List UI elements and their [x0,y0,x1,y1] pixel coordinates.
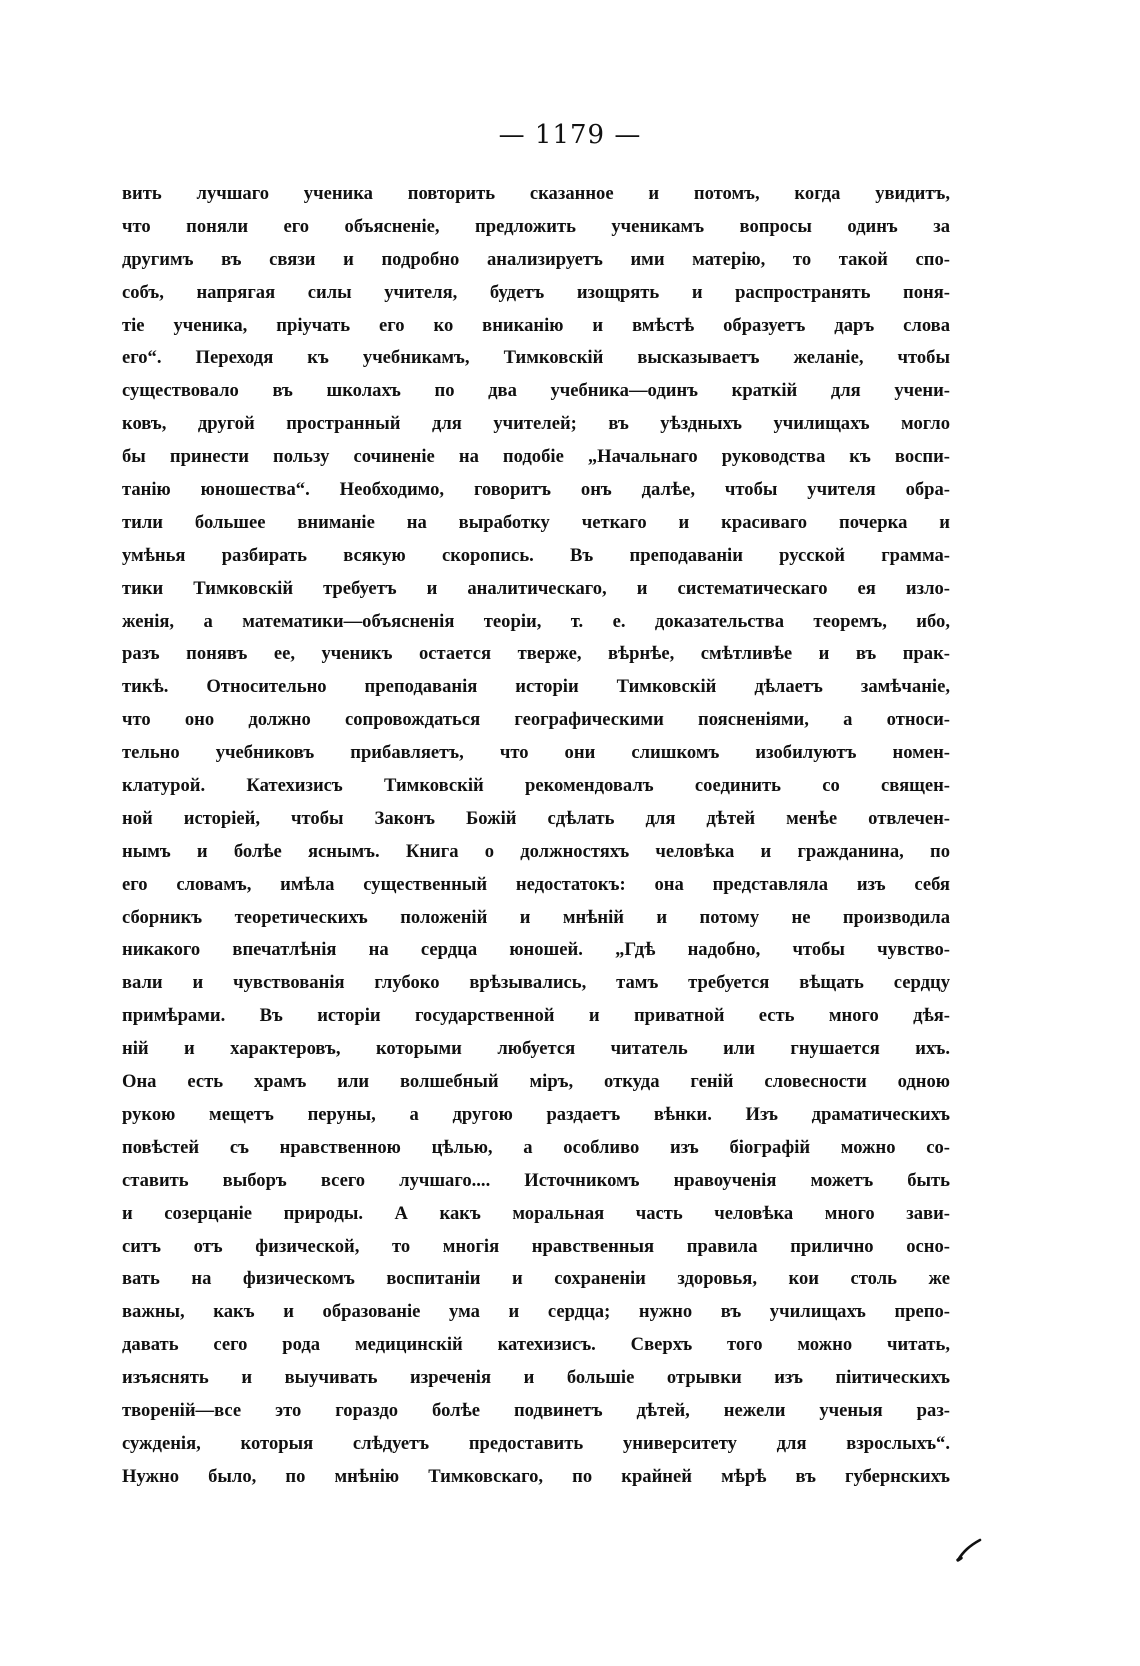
text-line: и созерцаніе природы. А какъ моральная часть человѣка много зави- [122,1202,950,1224]
text-line: ситъ отъ физической, то многія нравственныя правила прилично осно- [122,1235,950,1257]
pen-stroke-mark [955,1536,983,1564]
text-line: ковъ, другой пространный для учителей; въ уѣздныхъ училищахъ могло [122,413,950,435]
text-line: вать на физическомъ воспитаніи и сохраненіи здоровья, кои столь же [122,1268,950,1290]
text-line: что поняли его объясненіе, предложить ученикамъ вопросы одинъ за [122,215,950,237]
text-line: ной исторіей, чтобы Законъ Божій сдѣлать для дѣтей менѣе отвлечен- [122,807,950,829]
page-number: — 1179 — [498,120,642,150]
text-line: его словамъ, имѣла существенный недостатокъ: она представляла изъ себя [122,873,950,895]
text-line: Нужно было, по мнѣнію Тимковскаго, по крайней мѣрѣ въ губернскихъ [122,1465,950,1487]
text-line: ставить выборъ всего лучшаго.... Источникомъ нравоученія можетъ быть [122,1169,950,1191]
text-line: важны, какъ и образованіе ума и сердца; нужно въ училищахъ препо- [122,1301,950,1323]
text-line: тили большее вниманіе на выработку четкаго и красиваго почерка и [122,511,950,533]
text-line: тельно учебниковъ прибавляетъ, что они слишкомъ изобилуютъ номен- [122,742,950,764]
text-line: тикѣ. Относительно преподаванія исторіи Тимковскій дѣлаетъ замѣчаніе, [122,676,950,698]
text-line: танію юношества“. Необходимо, говоритъ онъ далѣе, чтобы учителя обра- [122,479,950,501]
body-text [122,178,950,1494]
text-line: рукою мещетъ перуны, а другою раздаетъ вѣнки. Изъ драматическихъ [122,1103,950,1125]
text-line: сборникъ теоретическихъ положеній и мнѣній и потому не производила [122,906,950,928]
text-line: давать сего рода медицинскій катехизисъ. Сверхъ того можно читать, [122,1334,950,1356]
text-line: что оно должно сопровождаться географическими поясненіями, а относи- [122,709,950,731]
text-line: разъ понявъ ее, ученикъ остается тверже, вѣрнѣе, смѣтливѣе и въ прак- [122,643,950,665]
text-line: никакого впечатлѣнія на сердца юношей. „Гдѣ надобно, чтобы чувство- [122,939,950,961]
text-line: повѣстей съ нравственною цѣлью, а особливо изъ біографій можно со- [122,1136,950,1158]
text-line: умѣнья разбирать всякую скоропись. Въ преподаваніи русской грамма- [122,544,950,566]
text-line: изъяснять и выучивать изреченія и большіе отрывки изъ піитическихъ [122,1367,950,1389]
text-line: Она есть храмъ или волшебный міръ, откуда геній словесности одною [122,1071,950,1093]
text-line: сужденія, которыя слѣдуетъ предоставить университету для взрослыхъ“. [122,1432,950,1454]
text-line: его“. Переходя къ учебникамъ, Тимковскій высказываетъ желаніе, чтобы [122,347,950,369]
text-line: существовало въ школахъ по два учебника—одинъ краткій для учени- [122,380,950,402]
text-line: тіе ученика, пріучать его ко вниканію и вмѣстѣ образуетъ даръ слова [122,314,950,336]
text-line: ній и характеровъ, которыми любуется читатель или гнушается ихъ. [122,1038,950,1060]
text-line: бы принести пользу сочиненіе на подобіе „Начальнаго руководства къ воспи- [122,446,950,468]
text-line: примѣрами. Въ исторіи государственной и приватной есть много дѣя- [122,1005,950,1027]
text-line: тики Тимковскій требуетъ и аналитическаго, и систематическаго ея изло- [122,577,950,599]
text-line: твореній—все это гораздо болѣе подвинетъ дѣтей, нежели ученыя раз- [122,1399,950,1421]
text-line: другимъ въ связи и подробно анализируетъ ими матерію, то такой спо- [122,248,950,270]
text-line: женія, а математики—объясненія теоріи, т. е. доказательства теоремъ, ибо, [122,610,950,632]
text-line: вить лучшаго ученика повторить сказанное и потомъ, когда увидитъ, [122,183,950,204]
text-line: собъ, напрягая силы учителя, будетъ изощрять и распространять поня- [122,281,950,303]
text-line: клатурой. Катехизисъ Тимковскій рекомендовалъ соединить со священ- [122,775,950,797]
text-line: вали и чувствованія глубоко врѣзывались, тамъ требуется вѣщать сердцу [122,972,950,994]
text-line: нымъ и болѣе яснымъ. Книга о должностяхъ человѣка и гражданина, по [122,840,950,862]
